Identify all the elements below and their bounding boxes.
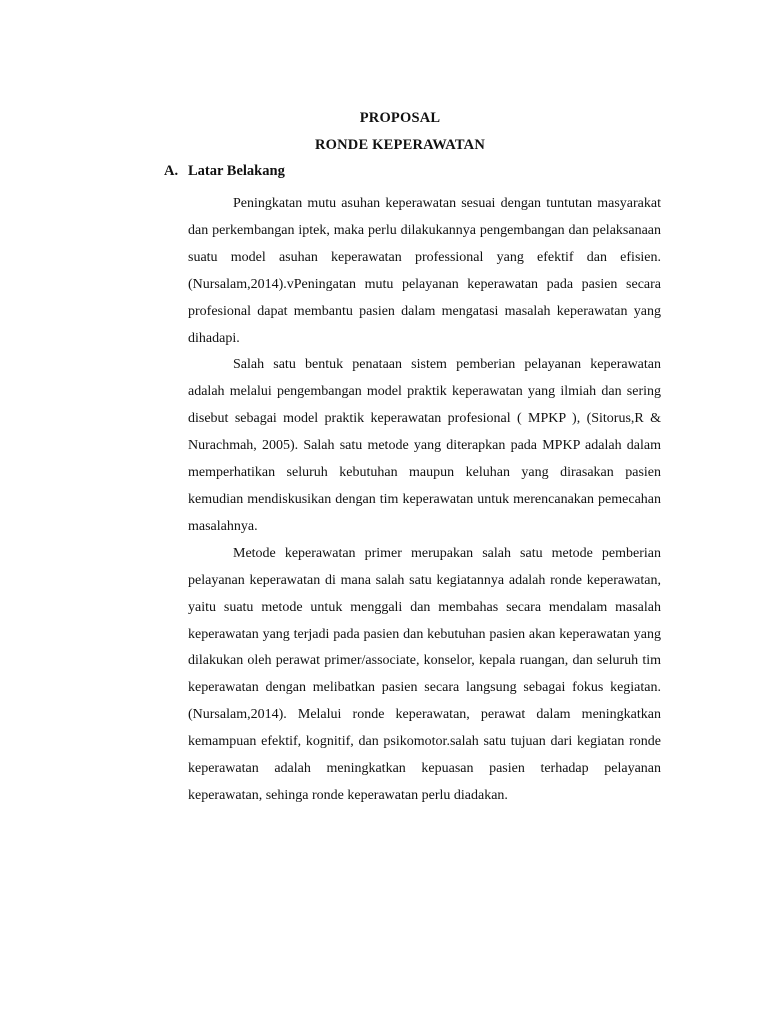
section-heading-text: Latar Belakang bbox=[188, 163, 285, 179]
document-title: PROPOSAL bbox=[359, 110, 441, 126]
document-subtitle: RONDE KEPERAWATAN bbox=[314, 137, 486, 153]
section-heading bbox=[164, 163, 285, 180]
section-body bbox=[188, 191, 661, 810]
paragraph-2: Salah satu bentuk penataan sistem pemberian pelayanan keperawatan adalah melalui pengembangan model praktik keperawatan yang ilmiah dan sering disebut sebagai model praktik keperawatan profesional ( MPKP ), (Sitorus,R & Nurachmah, 2005). Salah satu metode yang diterapkan pada MPKP adalah dalam memperhatikan seluruh kebutuhan maupun keluhan yang dirasakan pasien kemudian mendiskusikan dengan tim keperawatan untuk merencanakan pemecahan masalahnya. bbox=[188, 357, 661, 534]
paragraph-3: Metode keperawatan primer merupakan salah satu metode pemberian pelayanan keperawatan di mana salah satu kegiatannya adalah ronde keperawatan, yaitu suatu metode untuk menggali dan membahas secara mendalam masalah keperawatan yang terjadi pada pasien dan kebutuhan pasien akan keperawatan yang dilakukan oleh perawat primer/associate, konselor, kepala ruangan, dan seluruh tim keperawatan dengan melibatkan pasien secara langsung sebagai fokus kegiatan.(Nursalam,2014). Melalui ronde keperawatan, perawat dalam meningkatkan kemampuan efektif, kognitif, dan psikomotor.salah satu tujuan dari kegiatan ronde keperawatan adalah meningkatkan kepuasan pasien terhadap pelayanan keperawatan, sehinga ronde keperawatan perlu diadakan. bbox=[188, 545, 661, 803]
section-letter: A. bbox=[164, 163, 179, 179]
paragraph-1: Peningkatan mutu asuhan keperawatan sesuai dengan tuntutan masyarakat dan perkembangan iptek, maka perlu dilakukannya pengembangan dan pelaksanaan suatu model asuhan keperawatan professional yang efektif dan efisien.(Nursalam,2014).vPeningatan mutu pelayanan keperawatan pada pasien secara profesional dapat membantu pasien dalam mengatasi masalah keperawatan yang dihadapi. bbox=[188, 196, 661, 346]
